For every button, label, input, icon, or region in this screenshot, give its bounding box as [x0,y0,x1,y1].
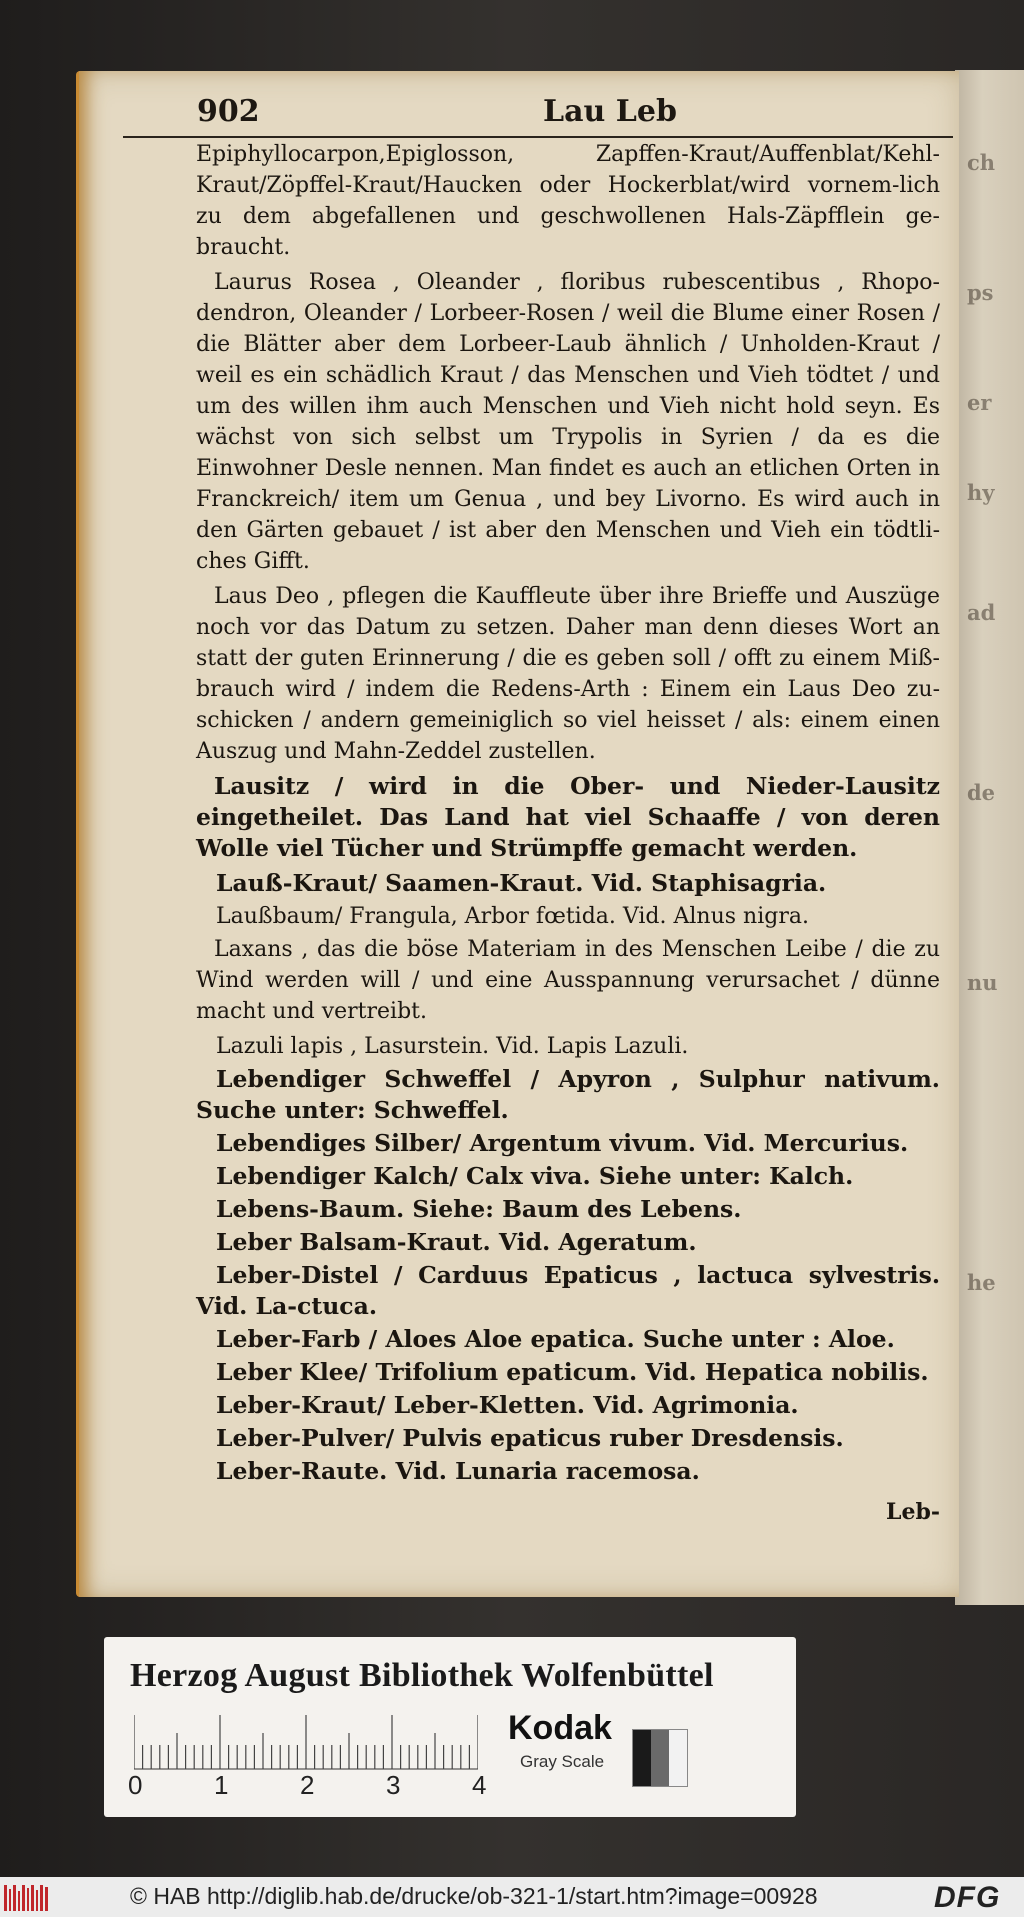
entry-leber-pulver: Leber-Pulver/ Pulvis epaticus ruber Dresdensis. [216,1424,844,1452]
entry-epiphyllocarpon: Epiphyllocarpon,Epiglosson, Zapffen-Kraut/Auffenblat/Kehl-Kraut/Zöpffel-Kraut/Haucken oder Hockerblat/wird vornem-lich zu dem abgefallenen und geschwollenen Hals-Zäpfflein ge-braucht. [196,142,940,260]
scale-ruler [134,1715,478,1770]
page-text [196,139,940,1532]
entry-lausitz: Lausitz / wird in die Ober- und Nieder-Lausitz eingetheilet. Das Land hat viel Schaaffe / von deren Wolle viel Tücher und Strümpffe gemacht werden. [196,772,940,862]
entry-laussbaum: Laußbaum/ Frangula, Arbor fœtida. Vid. Alnus nigra. [216,904,809,929]
entry-lebens-baum: Lebens-Baum. Siehe: Baum des Lebens. [216,1195,742,1223]
page-header [123,94,953,138]
running-head: Lau Leb [543,94,677,129]
ruler-number: 1 [214,1770,229,1800]
entry-leber-distel: Leber-Distel / Carduus Epaticus , lactuca sylvestris. Vid. La-ctuca. [196,1261,940,1320]
hab-barcode-icon [4,1885,48,1911]
entry-laurus-rosea: Laurus Rosea , Oleander , floribus rubescentibus , Rhopo-dendron, Oleander / Lorbeer-Rosen / weil die Blume einer Rosen / die Blätter aber dem Lorbeer-Laub ähnlich / Unholden-Kraut / weil es ein schädlich Kraut / das Menschen und Vieh tödtet / und um des willen ihm auch Menschen und Vieh nicht hold seyn. Es wächst von sich selbst um Trypolis in Syrien / da es die Einwohner Desle nennen. Man findet es auch an etlichen Orten in Franckreich/ item um Genua , und bey Livorno. Es wird auch in den Gärten gebauet / ist aber den Menschen und Vieh ein tödtli-ches Gifft. [196,270,940,574]
entry-leber-kraut: Leber-Kraut/ Leber-Kletten. Vid. Agrimonia. [216,1391,799,1419]
entry-lazuli-lapis: Lazuli lapis , Lasurstein. Vid. Lapis Lazuli. [216,1034,689,1059]
entry-lebendiger-schweffel: Lebendiger Schweffel / Apyron , Sulphur nativum. Suche unter: Schweffel. [196,1065,940,1124]
entry-lebendiger-kalch: Lebendiger Kalch/ Calx viva. Siehe unter: Kalch. [216,1162,854,1190]
entry-laxans: Laxans , das die böse Materiam in des Menschen Leibe / die zu Wind werden will / und eine Ausspannung verursachet / dünne macht und vertreibt. [196,937,940,1024]
ruler-number: 2 [300,1770,315,1800]
gray-swatch [632,1729,688,1787]
library-color-card [104,1637,796,1817]
page-number: 902 [197,94,260,129]
ruler-numbers [128,1770,488,1804]
ruler-number: 3 [386,1770,401,1800]
ruler-number: 0 [128,1770,143,1800]
entry-lebendiges-silber: Lebendiges Silber/ Argentum vivum. Vid. Mercurius. [216,1129,909,1157]
entry-leber-klee: Leber Klee/ Trifolium epaticum. Vid. Hepatica nobilis. [216,1358,929,1386]
entry-leber-raute: Leber-Raute. Vid. Lunaria racemosa. [216,1457,700,1485]
copyright-link[interactable]: © HAB http://diglib.hab.de/drucke/ob-321-1/start.htm?image=00928 [130,1883,818,1909]
library-name: Herzog August Bibliothek Wolfenbüttel [130,1657,714,1694]
entry-leber-balsam-kraut: Leber Balsam-Kraut. Vid. Ageratum. [216,1228,697,1256]
catchword: Leb- [886,1499,940,1525]
dfg-logo: DFG [934,1881,1001,1914]
entry-lauss-kraut: Lauß-Kraut/ Saamen-Kraut. Vid. Staphisagria. [216,869,827,897]
adjacent-page-edge: ch ps er hy ad de nu he [955,70,1024,1605]
kodak-logo: Kodak [508,1709,612,1747]
gray-scale-label: Gray Scale [520,1752,605,1771]
footer-bar [0,1877,1024,1917]
entry-laus-deo: Laus Deo , pflegen die Kauffleute über ihre Brieffe und Auszüge noch vor das Datum zu setzen. Daher man denn dieses Wort an statt der guten Erinnerung / die es geben soll / offt zu einem Miß-brauch wird / indem die Redens-Arth : Einem ein Laus Deo zu-schicken / andern gemeiniglich so viel heisset / als: einem einen Auszug und Mahn-Zeddel zustellen. [196,584,940,764]
entry-leber-farb: Leber-Farb / Aloes Aloe epatica. Suche unter : Aloe. [216,1325,895,1353]
ruler-number: 4 [472,1770,487,1800]
